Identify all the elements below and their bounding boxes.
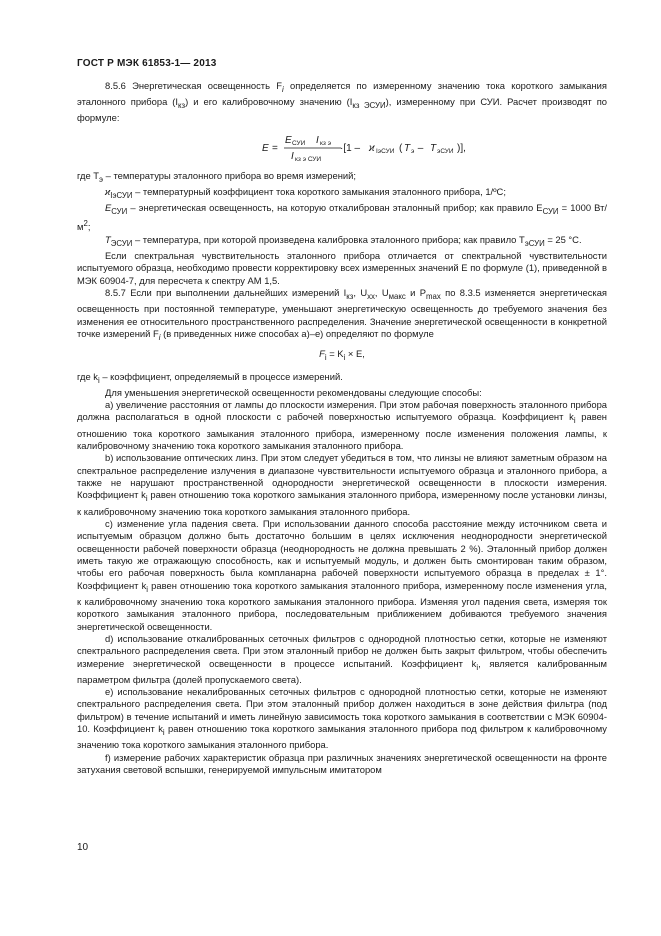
formula-bracket: ·[1 – bbox=[340, 142, 361, 154]
formula-eq: = bbox=[272, 142, 278, 154]
page-number: 10 bbox=[77, 842, 89, 853]
formula-minus: – bbox=[415, 142, 427, 154]
formula-num-E: E bbox=[285, 134, 292, 146]
formula-close: )], bbox=[457, 142, 466, 154]
formula-T1-sub: э bbox=[411, 147, 415, 155]
definition-t: где $T_э$ – температуры эталонного прибора во время измерений; bbox=[77, 169, 356, 184]
formula-paren-open: ( bbox=[399, 142, 403, 154]
paragraph-methods-intro: Для уменьшения энергетической освещенности рекомендованы следующие способы: bbox=[105, 386, 482, 398]
method-f: f) измерение рабочих характеристик образца при различных значениях энергетической освещенности на фронте затухания световой вспышки, генерируемой импульсным имитатором bbox=[77, 751, 607, 776]
method-b: b) использование оптических линз. При этом следует убедиться в том, что линзы не влияют заметным образом на спектральное распределение излучения в диапазоне чувствительности испытуемого образца и эталонного прибора, а также не нарушают пространственной однородности энергетической освещенности в плоскости измерения. Коэффициент $k_i$ равен отношению тока короткого замыкания эталонного прибора, измеренному после установки линзы, к калибровочному значению тока короткого замыкания эталонного прибора. bbox=[77, 452, 607, 517]
formula-kappa-sub: IэСУИ bbox=[376, 147, 395, 155]
document-body bbox=[77, 80, 607, 776]
formula-T1: T bbox=[404, 142, 411, 154]
formula-num-I-sub: кз э bbox=[320, 139, 332, 147]
method-d: d) использование откалиброванных сеточных фильтров с однородной плотностью сетки, которые не изменяют спектрального распределения света. При этом эталонный прибор не должен быть закрыт фильтром, чтобы обеспечить измерение энергетической освещенности в процессе испытаний. Коэффициент $k_i$, является калиброванным параметром фильтра (долей пропускаемого света). bbox=[77, 632, 607, 685]
formula-svg bbox=[77, 127, 607, 167]
definition-tesui: $T_{ЭСУИ}$ – температура, при которой произведена калибровка эталонного прибора; как правило $T_{эСУИ} = 25$ °С. bbox=[105, 233, 582, 248]
formula-num-I: I bbox=[316, 134, 319, 146]
formula-den-I-sub: кз э СУИ bbox=[295, 155, 322, 163]
document-header: ГОСТ Р МЭК 61853-1— 2013 bbox=[77, 58, 217, 69]
paragraph-8-5-6: 8.5.6 Энергетическая освещенность $F_i$ определяется по измеренному значению тока короткого замыкания эталонного прибора $(I_{кз})$ и его калибровочному значению $(I_{кз ЭСУИ})$, измеренному при СУИ. Расчет производят по формуле: bbox=[77, 80, 607, 124]
paragraph-8-5-7: 8.5.7 Если при выполнении дальнейших измерений $I_{кз}$, $U_{хх}$, $U_{макс}$ и $P_{max}$ по 8.3.5 изменяется энергетическая освещенность при постоянной температуре, уменьшают энергетическую освещенность до требуемого значения без изменения ее относительного пространственного распределения. Значение энергетической освещенности в конкретной точке измерений $F_i$ (в приведенных ниже способах а)–е) определяют по формуле bbox=[77, 287, 607, 342]
formula-fi: $F_i = K_i \times E$, bbox=[319, 348, 365, 363]
paragraph-spectral: Если спектральная чувствительность эталонного прибора отличается от спектральной чувствительности испытуемого образца, необходимо провести корректировку всех измеренных значений E по формуле (1), приведенной в МЭК 60904-7, для пересчета к спектру АМ 1,5. bbox=[77, 250, 607, 286]
definition-k: где $k_i$ – коэффициент, определяемый в процессе измерений. bbox=[77, 370, 343, 385]
formula-E: E bbox=[262, 142, 269, 154]
formula-num-E-sub: СУИ bbox=[292, 139, 306, 147]
method-c: с) изменение угла падения света. При использовании данного способа расстояние между источником света и испытуемым образцом должно быть достаточно большим в целях исключения неоднородности энергетической освещенности рабочей поверхности образца (неоднородность не должна превышать 2 %). Эталонный прибор должен иметь такую же отражающую способность, как и испытуемый модуль, и должен быть смонтирован таким образом, чтобы его рабочая поверхность была компланарна рабочей поверхности испытуемого образца в пределах ± 1°. Коэффициент $k_i$ равен отношению тока короткого замыкания эталонного прибора, измеренному после изменения угла, к калибровочному значению тока короткого замыкания эталонного прибора. Изменяя угол падения света, измеряя ток короткого замыкания эталонного прибора, последовательным приближением добиваются требуемого значения энергетической освещенности. bbox=[77, 517, 607, 632]
formula-T2: T bbox=[430, 142, 437, 154]
method-a: а) увеличение расстояния от лампы до плоскости измерения. При этом рабочая поверхность эталонного прибора должна располагаться в одной плоскости с рабочей поверхностью испытуемого образца. Коэффициент $k_i$ равен отношению тока короткого замыкания эталонного прибора, измеренному после изменения положения лампы, к калибровочному значению тока короткого замыкания эталонного прибора. bbox=[77, 399, 607, 451]
method-e: е) использование некалиброванных сеточных фильтров с однородной плотностью сетки, которые не изменяют спектрального распределения света. При этом эталонный прибор должен находиться в зоне действия фильтра (под фильтром) в течение испытаний и иметь линейную зависимость тока короткого замыкания в соответствии с МЭК 60904-10. Коэффициент $k_i$ равен отношению тока короткого замыкания эталонного прибора под фильтром к калибровочному значению тока короткого замыкания эталонного прибора. bbox=[77, 686, 607, 751]
formula-T2-sub: эСУИ bbox=[437, 147, 454, 155]
formula-kappa: ϰ bbox=[369, 142, 375, 154]
formula-irradiance bbox=[77, 127, 607, 167]
definition-kappa: $ϰ_{IэСУИ}$ – температурный коэффициент тока короткого замыкания эталонного прибора, 1/ºС; bbox=[105, 186, 506, 200]
formula-den-I: I bbox=[291, 150, 294, 162]
definition-esui: $E_{СУИ}$ – энергетическая освещенность, на которую откалиброван эталонный прибор; как правило $E_{СУИ} = 1000$ $Вт/м^2$; bbox=[77, 202, 607, 233]
